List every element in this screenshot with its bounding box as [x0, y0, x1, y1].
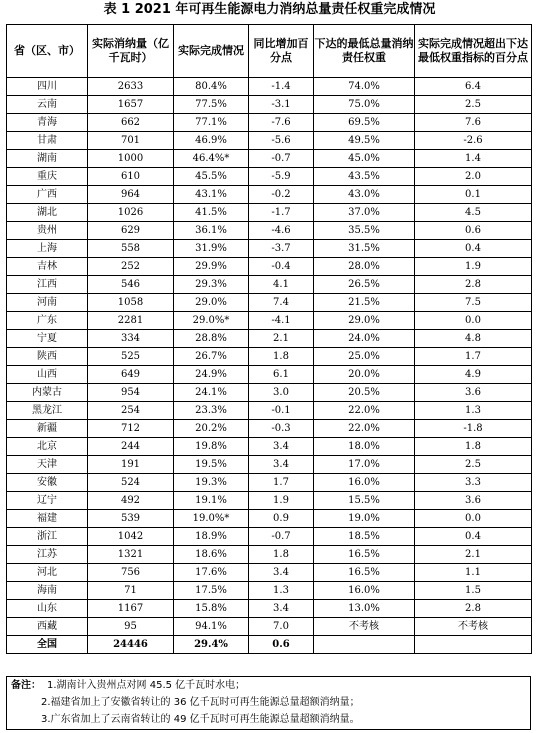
yoy-change-cell: -0.7	[249, 150, 314, 168]
table-row	[7, 384, 532, 402]
province-cell: 海南	[7, 582, 88, 600]
min-weight-cell: 16.0%	[314, 582, 415, 600]
consumption-cell: 252	[88, 258, 174, 276]
excess-points-cell: 1.8	[415, 438, 532, 456]
consumption-cell: 964	[88, 186, 174, 204]
province-cell: 广东	[7, 312, 88, 330]
min-weight-cell: 不考核	[314, 618, 415, 636]
excess-points-cell: 6.4	[415, 78, 532, 96]
actual-completion-cell: 29.0%*	[174, 312, 249, 330]
table-row	[7, 258, 532, 276]
yoy-change-cell: -3.7	[249, 240, 314, 258]
province-cell: 湖南	[7, 150, 88, 168]
min-weight-cell: 49.5%	[314, 132, 415, 150]
excess-points-cell: 1.3	[415, 402, 532, 420]
province-cell: 陕西	[7, 348, 88, 366]
actual-completion-cell: 45.5%	[174, 168, 249, 186]
consumption-cell: 1167	[88, 600, 174, 618]
province-cell: 河北	[7, 564, 88, 582]
min-weight-cell: 45.0%	[314, 150, 415, 168]
province-cell: 北京	[7, 438, 88, 456]
note-line-2: 2.福建省加上了安徽省转让的 36 亿千瓦时可再生能源总量超额消纳量；	[41, 697, 360, 708]
actual-completion-cell: 77.1%	[174, 114, 249, 132]
excess-points-cell: 0.0	[415, 312, 532, 330]
consumption-cell: 701	[88, 132, 174, 150]
header-actual-completion: 实际完成情况	[174, 25, 249, 78]
consumption-cell: 1000	[88, 150, 174, 168]
min-weight-cell: 69.5%	[314, 114, 415, 132]
table-row	[7, 402, 532, 420]
consumption-cell: 524	[88, 474, 174, 492]
table-row	[7, 114, 532, 132]
actual-completion-cell: 23.3%	[174, 402, 249, 420]
min-weight-cell: 15.5%	[314, 492, 415, 510]
excess-points-cell: 不考核	[415, 618, 532, 636]
notes-label: 备注：	[11, 680, 41, 691]
actual-completion-cell: 36.1%	[174, 222, 249, 240]
province-cell: 重庆	[7, 168, 88, 186]
actual-completion-cell: 17.6%	[174, 564, 249, 582]
actual-completion-cell: 41.5%	[174, 204, 249, 222]
header-consumption: 实际消纳量（亿千瓦时）	[88, 25, 174, 78]
yoy-change-cell: -1.4	[249, 78, 314, 96]
table-row	[7, 618, 532, 636]
table-row	[7, 312, 532, 330]
note-line-3: 3.广东省加上了云南省转让的 49 亿千瓦时可再生能源总量超额消纳量。	[41, 714, 360, 725]
excess-points-cell: 2.8	[415, 276, 532, 294]
actual-completion-cell: 43.1%	[174, 186, 249, 204]
header-yoy-change: 同比增加百分点	[249, 25, 314, 78]
actual-completion-cell: 29.3%	[174, 276, 249, 294]
province-cell: 云南	[7, 96, 88, 114]
excess-points-cell: 3.3	[415, 474, 532, 492]
yoy-change-cell: -4.1	[249, 312, 314, 330]
table-row	[7, 420, 532, 438]
consumption-cell: 492	[88, 492, 174, 510]
min-weight-cell: 22.0%	[314, 402, 415, 420]
actual-completion-cell: 46.9%	[174, 132, 249, 150]
yoy-change-cell: 3.4	[249, 438, 314, 456]
province-cell: 山东	[7, 600, 88, 618]
yoy-change-cell: 1.9	[249, 492, 314, 510]
province-cell: 四川	[7, 78, 88, 96]
table-row	[7, 492, 532, 510]
header-excess-points: 实际完成情况超出下达最低权重指标的百分点	[415, 25, 532, 78]
consumption-cell: 1657	[88, 96, 174, 114]
actual-completion-cell: 19.3%	[174, 474, 249, 492]
excess-points-cell: -1.8	[415, 420, 532, 438]
province-cell: 贵州	[7, 222, 88, 240]
actual-completion-cell: 19.8%	[174, 438, 249, 456]
min-weight-cell: 19.0%	[314, 510, 415, 528]
consumption-cell: 539	[88, 510, 174, 528]
table-row	[7, 546, 532, 564]
province-cell: 新疆	[7, 420, 88, 438]
yoy-change-cell: -0.2	[249, 186, 314, 204]
consumption-cell: 712	[88, 420, 174, 438]
province-cell: 西藏	[7, 618, 88, 636]
consumption-cell: 2281	[88, 312, 174, 330]
excess-points-cell: 2.1	[415, 546, 532, 564]
excess-points-cell: 2.0	[415, 168, 532, 186]
total-yoy-change-cell: 0.6	[249, 636, 314, 654]
min-weight-cell: 35.5%	[314, 222, 415, 240]
actual-completion-cell: 80.4%	[174, 78, 249, 96]
province-cell: 宁夏	[7, 330, 88, 348]
province-cell: 青海	[7, 114, 88, 132]
yoy-change-cell: 3.4	[249, 564, 314, 582]
table-row	[7, 330, 532, 348]
province-cell: 河南	[7, 294, 88, 312]
consumption-cell: 546	[88, 276, 174, 294]
min-weight-cell: 43.0%	[314, 186, 415, 204]
table-row	[7, 96, 532, 114]
consumption-cell: 254	[88, 402, 174, 420]
table-row	[7, 222, 532, 240]
total-province-cell: 全国	[7, 636, 88, 654]
yoy-change-cell: -5.9	[249, 168, 314, 186]
total-consumption-cell: 24446	[88, 636, 174, 654]
actual-completion-cell: 28.8%	[174, 330, 249, 348]
province-cell: 甘肃	[7, 132, 88, 150]
table-row	[7, 564, 532, 582]
actual-completion-cell: 31.9%	[174, 240, 249, 258]
consumption-cell: 954	[88, 384, 174, 402]
actual-completion-cell: 24.1%	[174, 384, 249, 402]
excess-points-cell: 2.5	[415, 96, 532, 114]
table-row	[7, 438, 532, 456]
yoy-change-cell: 7.4	[249, 294, 314, 312]
total-min-weight-cell	[314, 636, 415, 654]
excess-points-cell: -2.6	[415, 132, 532, 150]
consumption-cell: 95	[88, 618, 174, 636]
province-cell: 内蒙古	[7, 384, 88, 402]
total-excess-points-cell	[415, 636, 532, 654]
table-row	[7, 204, 532, 222]
table-row	[7, 582, 532, 600]
total-actual-completion-cell: 29.4%	[174, 636, 249, 654]
min-weight-cell: 16.5%	[314, 546, 415, 564]
excess-points-cell: 4.9	[415, 366, 532, 384]
consumption-cell: 71	[88, 582, 174, 600]
actual-completion-cell: 29.0%	[174, 294, 249, 312]
yoy-change-cell: -0.1	[249, 402, 314, 420]
province-cell: 安徽	[7, 474, 88, 492]
yoy-change-cell: 1.7	[249, 474, 314, 492]
min-weight-cell: 16.0%	[314, 474, 415, 492]
min-weight-cell: 24.0%	[314, 330, 415, 348]
yoy-change-cell: 3.0	[249, 384, 314, 402]
table-row	[7, 474, 532, 492]
min-weight-cell: 20.0%	[314, 366, 415, 384]
table-row	[7, 150, 532, 168]
table-row	[7, 240, 532, 258]
consumption-cell: 244	[88, 438, 174, 456]
actual-completion-cell: 19.0%*	[174, 510, 249, 528]
min-weight-cell: 25.0%	[314, 348, 415, 366]
consumption-cell: 525	[88, 348, 174, 366]
actual-completion-cell: 24.9%	[174, 366, 249, 384]
province-cell: 浙江	[7, 528, 88, 546]
yoy-change-cell: 1.3	[249, 582, 314, 600]
province-cell: 广西	[7, 186, 88, 204]
min-weight-cell: 18.0%	[314, 438, 415, 456]
excess-points-cell: 0.4	[415, 528, 532, 546]
province-cell: 上海	[7, 240, 88, 258]
province-cell: 天津	[7, 456, 88, 474]
consumption-cell: 191	[88, 456, 174, 474]
table-row	[7, 78, 532, 96]
header-min-weight: 下达的最低总量消纳责任权重	[314, 25, 415, 78]
yoy-change-cell: -5.6	[249, 132, 314, 150]
yoy-change-cell: -1.7	[249, 204, 314, 222]
min-weight-cell: 18.5%	[314, 528, 415, 546]
table-row	[7, 168, 532, 186]
min-weight-cell: 43.5%	[314, 168, 415, 186]
yoy-change-cell: -0.7	[249, 528, 314, 546]
consumption-cell: 1026	[88, 204, 174, 222]
yoy-change-cell: 4.1	[249, 276, 314, 294]
consumption-cell: 558	[88, 240, 174, 258]
excess-points-cell: 3.6	[415, 492, 532, 510]
excess-points-cell: 2.5	[415, 456, 532, 474]
actual-completion-cell: 77.5%	[174, 96, 249, 114]
table-row	[7, 348, 532, 366]
min-weight-cell: 17.0%	[314, 456, 415, 474]
yoy-change-cell: 1.8	[249, 348, 314, 366]
province-cell: 吉林	[7, 258, 88, 276]
notes-box	[6, 676, 531, 730]
excess-points-cell: 7.5	[415, 294, 532, 312]
yoy-change-cell: 7.0	[249, 618, 314, 636]
province-cell: 福建	[7, 510, 88, 528]
actual-completion-cell: 20.2%	[174, 420, 249, 438]
actual-completion-cell: 15.8%	[174, 600, 249, 618]
min-weight-cell: 74.0%	[314, 78, 415, 96]
yoy-change-cell: -3.1	[249, 96, 314, 114]
min-weight-cell: 16.5%	[314, 564, 415, 582]
table-row	[7, 528, 532, 546]
actual-completion-cell: 26.7%	[174, 348, 249, 366]
excess-points-cell: 7.6	[415, 114, 532, 132]
excess-points-cell: 1.1	[415, 564, 532, 582]
consumption-cell: 629	[88, 222, 174, 240]
table-row	[7, 510, 532, 528]
excess-points-cell: 1.7	[415, 348, 532, 366]
consumption-cell: 2633	[88, 78, 174, 96]
actual-completion-cell: 18.9%	[174, 528, 249, 546]
province-cell: 江西	[7, 276, 88, 294]
excess-points-cell: 3.6	[415, 384, 532, 402]
consumption-cell: 756	[88, 564, 174, 582]
actual-completion-cell: 19.1%	[174, 492, 249, 510]
actual-completion-cell: 18.6%	[174, 546, 249, 564]
table-body	[7, 78, 532, 654]
yoy-change-cell: -7.6	[249, 114, 314, 132]
yoy-change-cell: 3.4	[249, 600, 314, 618]
actual-completion-cell: 17.5%	[174, 582, 249, 600]
consumption-cell: 1058	[88, 294, 174, 312]
table-row	[7, 276, 532, 294]
province-cell: 黑龙江	[7, 402, 88, 420]
excess-points-cell: 4.5	[415, 204, 532, 222]
excess-points-cell: 1.9	[415, 258, 532, 276]
min-weight-cell: 75.0%	[314, 96, 415, 114]
completion-table	[6, 24, 532, 654]
excess-points-cell: 4.8	[415, 330, 532, 348]
province-cell: 辽宁	[7, 492, 88, 510]
excess-points-cell: 2.8	[415, 600, 532, 618]
province-cell: 山西	[7, 366, 88, 384]
excess-points-cell: 0.6	[415, 222, 532, 240]
excess-points-cell: 1.4	[415, 150, 532, 168]
consumption-cell: 662	[88, 114, 174, 132]
table-total-row	[7, 636, 532, 654]
province-cell: 湖北	[7, 204, 88, 222]
yoy-change-cell: -4.6	[249, 222, 314, 240]
table-row	[7, 366, 532, 384]
consumption-cell: 334	[88, 330, 174, 348]
table-header-row	[7, 25, 532, 78]
actual-completion-cell: 94.1%	[174, 618, 249, 636]
table-row	[7, 456, 532, 474]
excess-points-cell: 1.5	[415, 582, 532, 600]
consumption-cell: 1321	[88, 546, 174, 564]
actual-completion-cell: 46.4%*	[174, 150, 249, 168]
actual-completion-cell: 29.9%	[174, 258, 249, 276]
yoy-change-cell: 6.1	[249, 366, 314, 384]
consumption-cell: 610	[88, 168, 174, 186]
consumption-cell: 649	[88, 366, 174, 384]
min-weight-cell: 37.0%	[314, 204, 415, 222]
min-weight-cell: 26.5%	[314, 276, 415, 294]
excess-points-cell: 0.4	[415, 240, 532, 258]
table-row	[7, 186, 532, 204]
table-title: 表 1 2021 年可再生能源电力消纳总量责任权重完成情况	[103, 2, 436, 17]
min-weight-cell: 29.0%	[314, 312, 415, 330]
min-weight-cell: 22.0%	[314, 420, 415, 438]
min-weight-cell: 28.0%	[314, 258, 415, 276]
table-row	[7, 294, 532, 312]
province-cell: 江苏	[7, 546, 88, 564]
actual-completion-cell: 19.5%	[174, 456, 249, 474]
table-row	[7, 600, 532, 618]
min-weight-cell: 31.5%	[314, 240, 415, 258]
yoy-change-cell: 1.8	[249, 546, 314, 564]
excess-points-cell: 0.0	[415, 510, 532, 528]
min-weight-cell: 20.5%	[314, 384, 415, 402]
header-province: 省（区、市）	[7, 25, 88, 78]
yoy-change-cell: 3.4	[249, 456, 314, 474]
yoy-change-cell: 2.1	[249, 330, 314, 348]
min-weight-cell: 13.0%	[314, 600, 415, 618]
consumption-cell: 1042	[88, 528, 174, 546]
yoy-change-cell: -0.4	[249, 258, 314, 276]
excess-points-cell: 0.1	[415, 186, 532, 204]
yoy-change-cell: -0.3	[249, 420, 314, 438]
table-row	[7, 132, 532, 150]
yoy-change-cell: 0.9	[249, 510, 314, 528]
note-line-1: 1.湖南计入贵州点对网 45.5 亿千瓦时水电；	[47, 680, 246, 691]
min-weight-cell: 21.5%	[314, 294, 415, 312]
